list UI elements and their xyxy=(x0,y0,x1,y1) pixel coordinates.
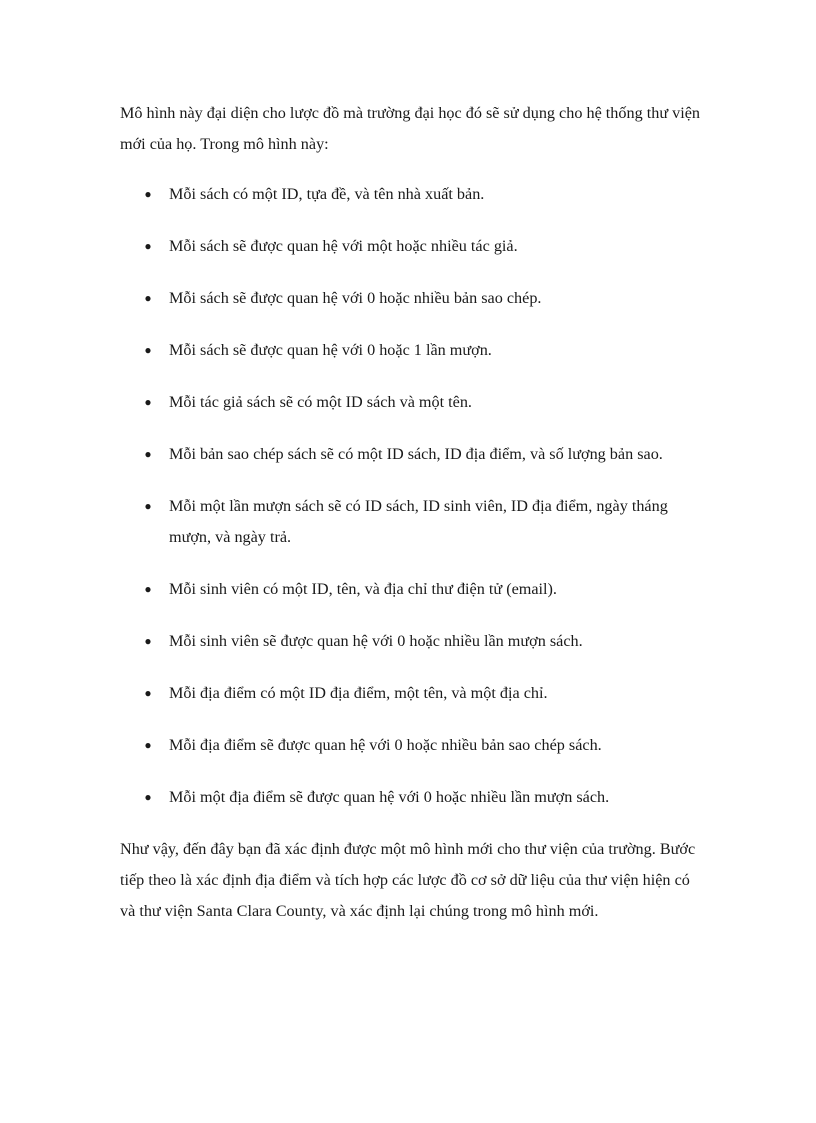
list-item xyxy=(120,335,700,366)
list-item xyxy=(120,730,700,761)
list-item xyxy=(120,678,700,709)
list-item xyxy=(120,231,700,262)
list-item xyxy=(120,782,700,813)
bullet-list xyxy=(120,179,700,813)
list-item xyxy=(120,439,700,470)
bullet-icon: ● xyxy=(144,239,152,253)
list-item-text: Mỗi sinh viên sẽ được quan hệ với 0 hoặc nhiều lần mượn sách. xyxy=(169,632,583,650)
list-item-text: Mỗi một lần mượn sách sẽ có ID sách, ID sinh viên, ID địa điểm, ngày tháng mượn, và ngày trả. xyxy=(169,497,668,546)
list-item-text: Mỗi sinh viên có một ID, tên, và địa chỉ thư điện tử (email). xyxy=(169,580,557,598)
bullet-icon: ● xyxy=(144,790,152,804)
list-item xyxy=(120,491,700,553)
closing-paragraph: Như vậy, đến đây bạn đã xác định được một mô hình mới cho thư viện của trường. Bước tiếp theo là xác định địa điểm và tích hợp các lược đồ cơ sở dữ liệu của thư viện hiện có và thư viện Santa Clara County, và xác định lại chúng trong mô hình mới. xyxy=(120,840,696,920)
list-item-text: Mỗi bản sao chép sách sẽ có một ID sách, ID địa điểm, và số lượng bản sao. xyxy=(169,445,663,463)
list-item-text: Mỗi sách sẽ được quan hệ với một hoặc nhiều tác giả. xyxy=(169,237,518,255)
bullet-icon: ● xyxy=(144,499,152,513)
list-item xyxy=(120,387,700,418)
list-item-text: Mỗi địa điểm có một ID địa điểm, một tên, và một địa chỉ. xyxy=(169,684,548,702)
bullet-icon: ● xyxy=(144,187,152,201)
document-body xyxy=(120,98,700,927)
list-item-text: Mỗi sách có một ID, tựa đề, và tên nhà xuất bản. xyxy=(169,185,485,203)
intro-paragraph: Mô hình này đại diện cho lược đồ mà trường đại học đó sẽ sử dụng cho hệ thống thư viện mới của họ. Trong mô hình này: xyxy=(120,104,701,153)
list-item xyxy=(120,179,700,210)
bullet-icon: ● xyxy=(144,738,152,752)
list-item xyxy=(120,283,700,314)
bullet-icon: ● xyxy=(144,291,152,305)
list-item-text: Mỗi tác giả sách sẽ có một ID sách và một tên. xyxy=(169,393,472,411)
bullet-icon: ● xyxy=(144,395,152,409)
bullet-icon: ● xyxy=(144,582,152,596)
list-item-text: Mỗi một địa điểm sẽ được quan hệ với 0 hoặc nhiều lần mượn sách. xyxy=(169,788,610,806)
list-item xyxy=(120,626,700,657)
list-item-text: Mỗi sách sẽ được quan hệ với 0 hoặc nhiều bản sao chép. xyxy=(169,289,542,307)
list-item-text: Mỗi sách sẽ được quan hệ với 0 hoặc 1 lần mượn. xyxy=(169,341,492,359)
bullet-icon: ● xyxy=(144,343,152,357)
list-item xyxy=(120,574,700,605)
bullet-icon: ● xyxy=(144,447,152,461)
bullet-icon: ● xyxy=(144,686,152,700)
bullet-icon: ● xyxy=(144,634,152,648)
list-item-text: Mỗi địa điểm sẽ được quan hệ với 0 hoặc nhiều bản sao chép sách. xyxy=(169,736,602,754)
